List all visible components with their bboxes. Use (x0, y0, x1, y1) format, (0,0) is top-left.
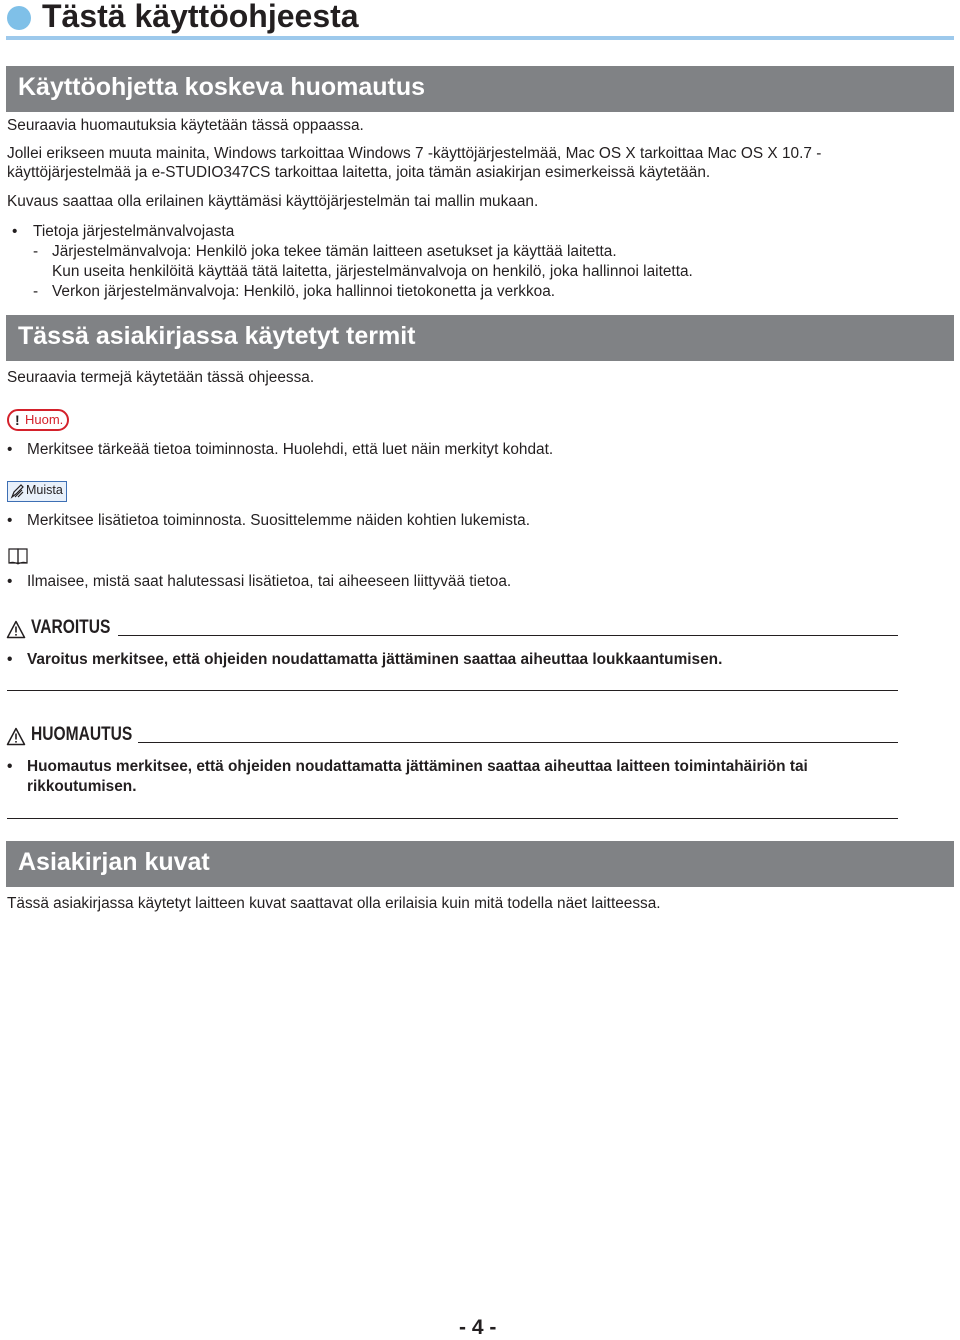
divider (118, 635, 898, 636)
muista-badge (7, 481, 67, 502)
page-title: Tästä käyttöohjeesta (42, 0, 359, 34)
section-heading-text: Asiakirjan kuvat (18, 848, 210, 876)
list-item: Järjestelmänvalvoja: Henkilö joka tekee tämän laitteen asetukset ja käyttää laitetta. (52, 243, 617, 260)
pencil-icon (10, 483, 25, 499)
muista-description: Merkitsee lisätietoa toiminnosta. Suosittelemme näiden kohtien lukemista. (27, 512, 531, 529)
paragraph: Seuraavia huomautuksia käytetään tässä oppaassa. (7, 117, 364, 134)
paragraph: Seuraavia termejä käytetään tässä ohjeessa. (7, 369, 315, 386)
list-title: Tietoja järjestelmänvalvojasta (33, 223, 235, 240)
warning-triangle-icon (6, 727, 26, 746)
huomautus-description-continuation: rikkoutumisen. (27, 778, 137, 795)
divider (7, 690, 898, 691)
section-heading-terms (6, 315, 954, 361)
varoitus-heading: VAROITUS (31, 617, 111, 638)
list-item-continuation: Kun useita henkilöitä käyttää tätä laitetta, järjestelmänvalvoja on henkilö, joka hallinnoi laitetta. (52, 263, 693, 280)
warning-triangle-icon (6, 620, 26, 639)
divider (7, 818, 898, 819)
huom-description: Merkitsee tärkeää tietoa toiminnosta. Huolehdi, että luet näin merkityt kohdat. (27, 441, 554, 458)
paragraph: Jollei erikseen muuta mainita, Windows tarkoittaa Windows 7 -käyttöjärjestelmää, Mac OS X tarkoittaa Mac OS X 10.7 - (7, 145, 822, 162)
section-heading-notice (6, 66, 954, 112)
bullet: • (7, 441, 13, 458)
book-icon (7, 546, 31, 566)
list-item: Verkon järjestelmänvalvoja: Henkilö, joka hallinnoi tietokonetta ja verkkoa. (52, 283, 556, 300)
varoitus-description: Varoitus merkitsee, että ohjeiden noudattamatta jättäminen saattaa aiheuttaa loukkaantumisen. (27, 651, 723, 668)
circle-bullet-icon (7, 6, 31, 30)
bullet: • (7, 512, 13, 529)
bullet: • (7, 573, 13, 590)
page-number: - 4 - (459, 1316, 497, 1339)
dash: - (33, 243, 39, 260)
title-underline (6, 36, 954, 40)
section-heading-images (6, 841, 954, 887)
exclamation-icon: ! (15, 412, 20, 428)
muista-badge-label: Muista (26, 483, 63, 497)
divider (138, 742, 898, 743)
paragraph: Kuvaus saattaa olla erilainen käyttämäsi käyttöjärjestelmän tai mallin mukaan. (7, 193, 539, 210)
huomautus-heading: HUOMAUTUS (31, 724, 133, 745)
bullet: • (7, 758, 13, 775)
bullet: • (7, 651, 13, 668)
bullet: • (12, 223, 18, 240)
section-heading-text: Käyttöohjetta koskeva huomautus (18, 73, 426, 101)
reference-description: Ilmaisee, mistä saat halutessasi lisätietoa, tai aiheeseen liittyvää tietoa. (27, 573, 512, 590)
page-header (0, 0, 960, 44)
section-heading-text: Tässä asiakirjassa käytetyt termit (18, 322, 416, 350)
huomautus-description: Huomautus merkitsee, että ohjeiden noudattamatta jättäminen saattaa aiheuttaa laitteen toimintahäiriön tai (27, 758, 808, 775)
paragraph: Tässä asiakirjassa käytetyt laitteen kuvat saattavat olla erilaisia kuin mitä todella näet laitteessa. (7, 895, 661, 912)
huom-badge (7, 409, 69, 431)
paragraph: käyttöjärjestelmää ja e-STUDIO347CS tarkoittaa laitetta, joita tämän asiakirjan esimerkeissä käytetään. (7, 164, 711, 181)
dash: - (33, 283, 39, 300)
huom-badge-label: Huom. (25, 412, 64, 427)
